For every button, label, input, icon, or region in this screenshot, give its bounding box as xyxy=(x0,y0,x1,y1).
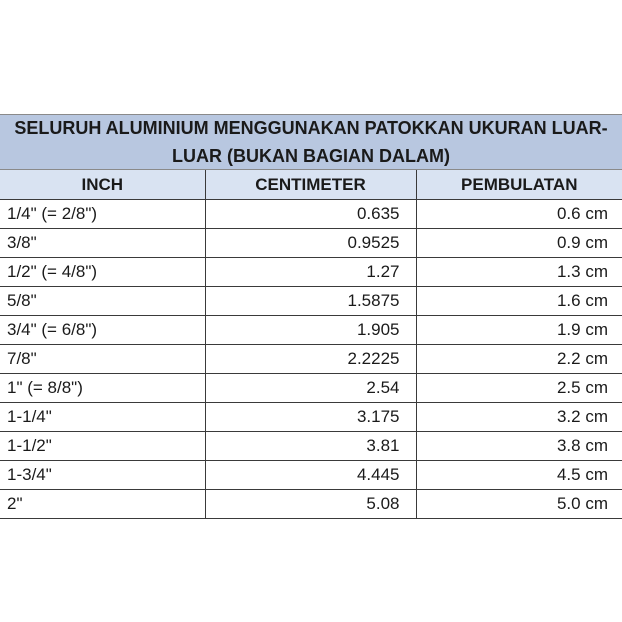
table-row xyxy=(0,316,622,345)
table-row xyxy=(0,229,622,258)
table-row xyxy=(0,258,622,287)
cell-pembulatan: 2.5 cm xyxy=(416,374,622,403)
table-title-bar xyxy=(0,114,622,170)
header-pembulatan: PEMBULATAN xyxy=(416,170,622,200)
cell-pembulatan: 1.9 cm xyxy=(416,316,622,345)
cell-inch: 1/2" (= 4/8") xyxy=(0,258,205,287)
cell-inch: 2" xyxy=(0,490,205,519)
cell-centimeter: 1.27 xyxy=(205,258,416,287)
cell-inch: 1-1/4" xyxy=(0,403,205,432)
cell-pembulatan: 3.8 cm xyxy=(416,432,622,461)
cell-centimeter: 1.905 xyxy=(205,316,416,345)
conversion-table xyxy=(0,170,622,519)
table-row xyxy=(0,345,622,374)
table-row xyxy=(0,287,622,316)
cell-inch: 1-3/4" xyxy=(0,461,205,490)
cell-pembulatan: 2.2 cm xyxy=(416,345,622,374)
cell-centimeter: 0.9525 xyxy=(205,229,416,258)
cell-centimeter: 4.445 xyxy=(205,461,416,490)
table-row xyxy=(0,432,622,461)
cell-centimeter: 2.2225 xyxy=(205,345,416,374)
cell-pembulatan: 5.0 cm xyxy=(416,490,622,519)
cell-pembulatan: 4.5 cm xyxy=(416,461,622,490)
table-row xyxy=(0,490,622,519)
table-row xyxy=(0,374,622,403)
table-title: SELURUH ALUMINIUM MENGGUNAKAN PATOKKAN UKURAN LUAR-LUAR (BUKAN BAGIAN DALAM) xyxy=(14,118,608,166)
header-row xyxy=(0,170,622,200)
cell-inch: 5/8" xyxy=(0,287,205,316)
table-row xyxy=(0,461,622,490)
cell-pembulatan: 1.6 cm xyxy=(416,287,622,316)
cell-inch: 1/4" (= 2/8") xyxy=(0,200,205,229)
conversion-table-container xyxy=(0,114,622,519)
cell-inch: 7/8" xyxy=(0,345,205,374)
cell-inch: 1-1/2" xyxy=(0,432,205,461)
cell-inch: 3/8" xyxy=(0,229,205,258)
cell-centimeter: 0.635 xyxy=(205,200,416,229)
cell-pembulatan: 1.3 cm xyxy=(416,258,622,287)
table-row xyxy=(0,200,622,229)
cell-centimeter: 3.175 xyxy=(205,403,416,432)
cell-inch: 3/4" (= 6/8") xyxy=(0,316,205,345)
cell-centimeter: 1.5875 xyxy=(205,287,416,316)
cell-pembulatan: 3.2 cm xyxy=(416,403,622,432)
cell-centimeter: 5.08 xyxy=(205,490,416,519)
header-inch: INCH xyxy=(0,170,205,200)
cell-pembulatan: 0.9 cm xyxy=(416,229,622,258)
table-row xyxy=(0,403,622,432)
cell-centimeter: 3.81 xyxy=(205,432,416,461)
cell-pembulatan: 0.6 cm xyxy=(416,200,622,229)
header-centimeter: CENTIMETER xyxy=(205,170,416,200)
cell-inch: 1" (= 8/8") xyxy=(0,374,205,403)
cell-centimeter: 2.54 xyxy=(205,374,416,403)
